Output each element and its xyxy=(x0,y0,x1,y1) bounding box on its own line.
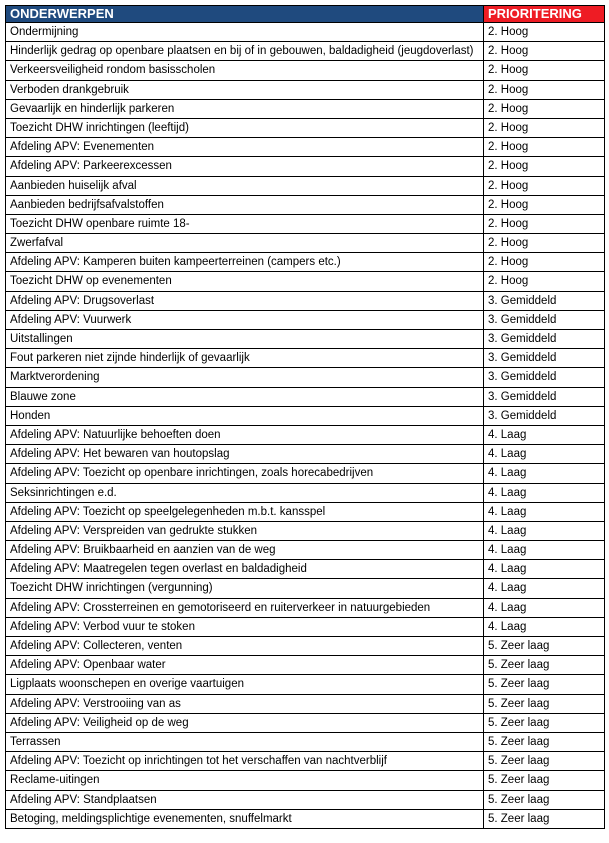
topic-cell: Afdeling APV: Veiligheid op de weg xyxy=(6,713,484,732)
table-row xyxy=(6,809,605,828)
topic-cell: Honden xyxy=(6,406,484,425)
priority-cell: 3. Gemiddeld xyxy=(484,291,605,310)
priority-cell: 4. Laag xyxy=(484,502,605,521)
priority-cell: 3. Gemiddeld xyxy=(484,310,605,329)
column-header-priority: PRIORITERING xyxy=(484,6,605,23)
topic-cell: Afdeling APV: Standplaatsen xyxy=(6,790,484,809)
topic-cell: Verkeersveiligheid rondom basisscholen xyxy=(6,61,484,80)
topic-cell: Aanbieden huiselijk afval xyxy=(6,176,484,195)
topic-cell: Afdeling APV: Toezicht op inrichtingen tot het verschaffen van nachtverblijf xyxy=(6,752,484,771)
table-row xyxy=(6,310,605,329)
topic-cell: Ligplaats woonschepen en overige vaartuigen xyxy=(6,675,484,694)
topic-cell: Afdeling APV: Openbaar water xyxy=(6,656,484,675)
table-row xyxy=(6,464,605,483)
priority-cell: 2. Hoog xyxy=(484,195,605,214)
topic-cell: Betoging, meldingsplichtige evenementen, snuffelmarkt xyxy=(6,809,484,828)
table-row xyxy=(6,425,605,444)
priority-cell: 4. Laag xyxy=(484,579,605,598)
table-row xyxy=(6,752,605,771)
table-row xyxy=(6,330,605,349)
topic-cell: Afdeling APV: Drugsoverlast xyxy=(6,291,484,310)
topic-cell: Reclame-uitingen xyxy=(6,771,484,790)
table-row xyxy=(6,214,605,233)
topic-cell: Afdeling APV: Toezicht op openbare inrichtingen, zoals horecabedrijven xyxy=(6,464,484,483)
table-row xyxy=(6,521,605,540)
table-row xyxy=(6,23,605,42)
priority-cell: 3. Gemiddeld xyxy=(484,387,605,406)
priority-cell: 5. Zeer laag xyxy=(484,752,605,771)
topic-cell: Afdeling APV: Crossterreinen en gemotoriseerd en ruiterverkeer in natuurgebieden xyxy=(6,598,484,617)
priority-cell: 2. Hoog xyxy=(484,61,605,80)
topic-cell: Terrassen xyxy=(6,732,484,751)
table-row xyxy=(6,579,605,598)
priority-table-container xyxy=(5,5,605,829)
table-row xyxy=(6,617,605,636)
table-row xyxy=(6,157,605,176)
table-row xyxy=(6,99,605,118)
priority-cell: 2. Hoog xyxy=(484,42,605,61)
topic-cell: Aanbieden bedrijfsafvalstoffen xyxy=(6,195,484,214)
table-row xyxy=(6,387,605,406)
priority-cell: 2. Hoog xyxy=(484,80,605,99)
priority-cell: 4. Laag xyxy=(484,521,605,540)
priority-cell: 3. Gemiddeld xyxy=(484,330,605,349)
priority-cell: 4. Laag xyxy=(484,541,605,560)
topic-cell: Afdeling APV: Evenementen xyxy=(6,138,484,157)
column-header-topics: ONDERWERPEN xyxy=(6,6,484,23)
topic-cell: Ondermijning xyxy=(6,23,484,42)
priority-cell: 2. Hoog xyxy=(484,118,605,137)
table-row xyxy=(6,291,605,310)
priority-cell: 2. Hoog xyxy=(484,157,605,176)
table-row xyxy=(6,541,605,560)
topic-cell: Afdeling APV: Toezicht op speelgelegenheden m.b.t. kansspel xyxy=(6,502,484,521)
priority-cell: 2. Hoog xyxy=(484,176,605,195)
table-row xyxy=(6,694,605,713)
topic-cell: Afdeling APV: Natuurlijke behoeften doen xyxy=(6,425,484,444)
table-row xyxy=(6,445,605,464)
priority-cell: 2. Hoog xyxy=(484,23,605,42)
priority-cell: 5. Zeer laag xyxy=(484,694,605,713)
topic-cell: Afdeling APV: Verbod vuur te stoken xyxy=(6,617,484,636)
table-row xyxy=(6,195,605,214)
topic-cell: Fout parkeren niet zijnde hinderlijk of gevaarlijk xyxy=(6,349,484,368)
topic-cell: Blauwe zone xyxy=(6,387,484,406)
priority-cell: 4. Laag xyxy=(484,560,605,579)
priority-cell: 2. Hoog xyxy=(484,99,605,118)
topic-cell: Afdeling APV: Het bewaren van houtopslag xyxy=(6,445,484,464)
table-row xyxy=(6,80,605,99)
table-row xyxy=(6,560,605,579)
table-row xyxy=(6,771,605,790)
table-row xyxy=(6,272,605,291)
priority-table xyxy=(5,5,605,829)
topic-cell: Afdeling APV: Collecteren, venten xyxy=(6,637,484,656)
table-row xyxy=(6,732,605,751)
topic-cell: Afdeling APV: Maatregelen tegen overlast en baldadigheid xyxy=(6,560,484,579)
table-row xyxy=(6,790,605,809)
table-row xyxy=(6,675,605,694)
topic-cell: Marktverordening xyxy=(6,368,484,387)
priority-cell: 2. Hoog xyxy=(484,214,605,233)
priority-cell: 5. Zeer laag xyxy=(484,790,605,809)
topic-cell: Seksinrichtingen e.d. xyxy=(6,483,484,502)
priority-cell: 3. Gemiddeld xyxy=(484,406,605,425)
table-row xyxy=(6,502,605,521)
topic-cell: Uitstallingen xyxy=(6,330,484,349)
topic-cell: Afdeling APV: Bruikbaarheid en aanzien van de weg xyxy=(6,541,484,560)
priority-cell: 5. Zeer laag xyxy=(484,656,605,675)
priority-cell: 5. Zeer laag xyxy=(484,675,605,694)
topic-cell: Zwerfafval xyxy=(6,234,484,253)
topic-cell: Gevaarlijk en hinderlijk parkeren xyxy=(6,99,484,118)
priority-cell: 4. Laag xyxy=(484,483,605,502)
priority-cell: 4. Laag xyxy=(484,598,605,617)
topic-cell: Toezicht DHW openbare ruimte 18- xyxy=(6,214,484,233)
priority-cell: 3. Gemiddeld xyxy=(484,368,605,387)
table-row xyxy=(6,138,605,157)
topic-cell: Toezicht DHW op evenementen xyxy=(6,272,484,291)
topic-cell: Afdeling APV: Parkeerexcessen xyxy=(6,157,484,176)
priority-cell: 3. Gemiddeld xyxy=(484,349,605,368)
topic-cell: Afdeling APV: Verstrooiing van as xyxy=(6,694,484,713)
table-row xyxy=(6,637,605,656)
table-row xyxy=(6,598,605,617)
topic-cell: Hinderlijk gedrag op openbare plaatsen en bij of in gebouwen, baldadigheid (jeugdoverlast) xyxy=(6,42,484,61)
priority-cell: 5. Zeer laag xyxy=(484,809,605,828)
table-row xyxy=(6,253,605,272)
table-row xyxy=(6,483,605,502)
table-row xyxy=(6,234,605,253)
priority-cell: 2. Hoog xyxy=(484,272,605,291)
priority-cell: 5. Zeer laag xyxy=(484,713,605,732)
table-row xyxy=(6,349,605,368)
table-row xyxy=(6,713,605,732)
priority-cell: 2. Hoog xyxy=(484,253,605,272)
priority-cell: 2. Hoog xyxy=(484,138,605,157)
table-row xyxy=(6,61,605,80)
topic-cell: Afdeling APV: Kamperen buiten kampeerterreinen (campers etc.) xyxy=(6,253,484,272)
priority-cell: 4. Laag xyxy=(484,445,605,464)
table-header-row xyxy=(6,6,605,23)
priority-cell: 5. Zeer laag xyxy=(484,771,605,790)
priority-cell: 4. Laag xyxy=(484,617,605,636)
table-row xyxy=(6,118,605,137)
topic-cell: Afdeling APV: Verspreiden van gedrukte stukken xyxy=(6,521,484,540)
priority-cell: 5. Zeer laag xyxy=(484,732,605,751)
priority-cell: 5. Zeer laag xyxy=(484,637,605,656)
topic-cell: Toezicht DHW inrichtingen (vergunning) xyxy=(6,579,484,598)
table-body xyxy=(6,23,605,829)
priority-cell: 4. Laag xyxy=(484,464,605,483)
table-row xyxy=(6,368,605,387)
table-row xyxy=(6,42,605,61)
priority-cell: 4. Laag xyxy=(484,425,605,444)
topic-cell: Toezicht DHW inrichtingen (leeftijd) xyxy=(6,118,484,137)
table-row xyxy=(6,406,605,425)
table-row xyxy=(6,656,605,675)
topic-cell: Verboden drankgebruik xyxy=(6,80,484,99)
table-row xyxy=(6,176,605,195)
priority-cell: 2. Hoog xyxy=(484,234,605,253)
topic-cell: Afdeling APV: Vuurwerk xyxy=(6,310,484,329)
